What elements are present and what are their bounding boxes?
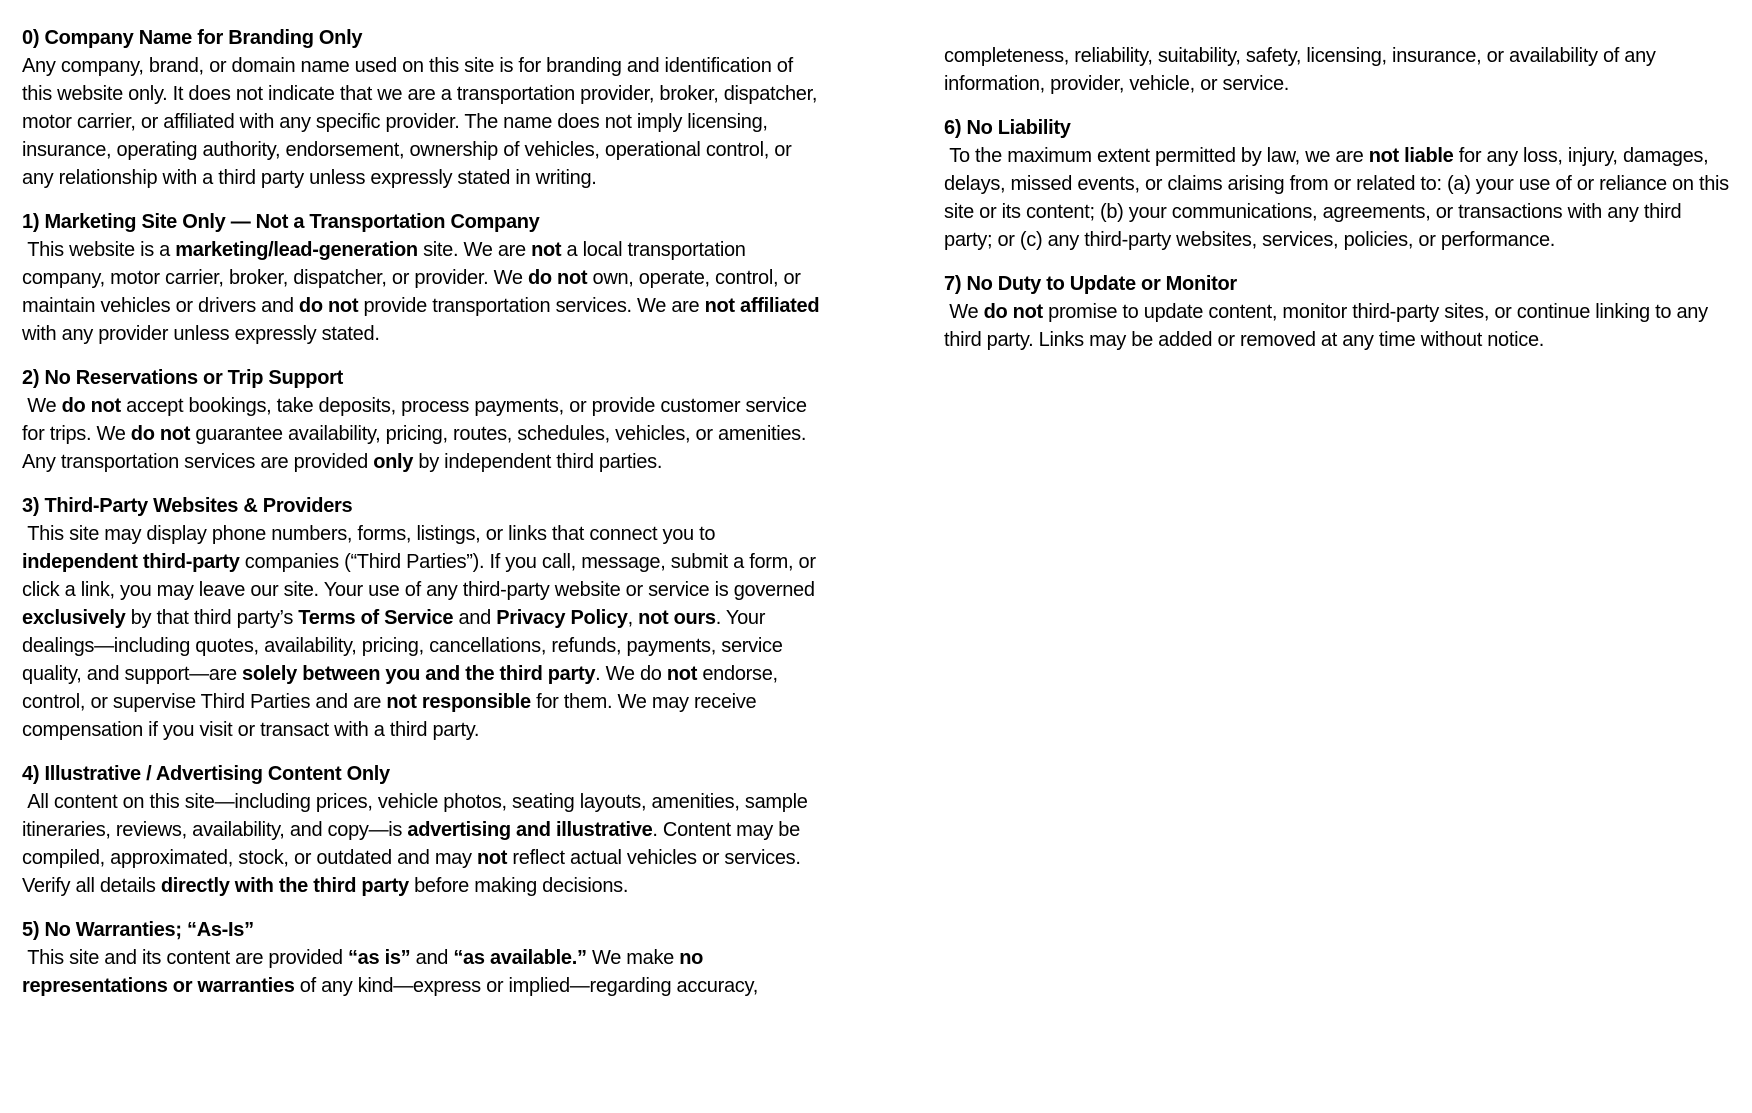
section-5-heading: 5) No Warranties; “As-Is” [22,919,254,941]
bold-text-run: do not [527,267,588,289]
bold-text-run: not [666,663,698,685]
section-0-heading: 0) Company Name for Branding Only [22,27,363,49]
bold-text-run: no representations or warranties [22,947,709,997]
bold-text-run: do not [983,301,1043,323]
section-3 [22,492,828,744]
text-run: completeness, reliability, suitability, safety, licensing, insurance, or availability of any information, provider, vehicle, or service. [944,45,1661,95]
section-6 [944,114,1735,254]
text-run: and [453,607,497,629]
text-run: with any provider unless expressly stated. [22,295,825,345]
text-run: We [22,395,62,417]
section-6-paragraph [944,142,1735,254]
bold-text-run: solely between you and the third party [242,663,596,685]
section-1-heading: 1) Marketing Site Only — Not a Transportation Company [22,211,540,233]
right-column [944,24,1735,1113]
bold-text-run: exclusively [22,607,126,629]
text-run: This site and its content are provided [22,947,348,969]
text-run: . Content may be compiled, approximated, stock, or outdated and may [22,819,806,869]
text-run: accept bookings, take deposits, process payments, or provide customer service for trips. We [22,395,812,445]
bold-text-run: advertising and illustrative [407,819,653,841]
section-0 [22,24,828,192]
text-run: This site may display phone numbers, forms, listings, or links that connect you to [22,523,721,545]
text-run: by that third party’s [125,607,299,629]
bold-text-run: directly with the third party [160,875,409,897]
section-7-paragraph [944,298,1732,354]
text-run: a local transportation company, motor carrier, broker, dispatcher, or provider. We [22,239,751,289]
section-2 [22,364,828,476]
section-7-heading: 7) No Duty to Update or Monitor [944,273,1237,295]
text-run: This website is a [22,239,176,261]
text-run: for them. We may receive compensation if you visit or transact with a third party. [22,691,762,741]
bold-text-run: Terms of Service [298,607,454,629]
left-column [22,24,828,1113]
text-run: and [410,947,454,969]
section-3-paragraph [22,520,828,744]
text-run: All content on this site—including prices, vehicle photos, seating layouts, amenities, sample itineraries, reviews, availability, and copy—is [22,791,813,841]
section-5-continued [944,42,1732,98]
text-run: own, operate, control, or maintain vehicles or drivers and [22,267,806,317]
text-run: for any loss, injury, damages, delays, missed events, or claims arising from or related to: (a) your use of or reliance on this site or its content; (b) your communications, agreements, or transactions with any third party; or (c) any third-party websites, services, policies, or performance. [944,145,1735,251]
bold-text-run: marketing/lead-generation [175,239,418,261]
text-run: , [627,607,639,629]
section-5-continued-paragraph [944,42,1732,98]
bold-text-run: do not [298,295,359,317]
bold-text-run: independent third-party [22,551,240,573]
bold-text-run: not liable [1368,145,1454,167]
bold-text-run: Privacy Policy [496,607,628,629]
text-run: We make [586,947,680,969]
section-2-heading: 2) No Reservations or Trip Support [22,367,343,389]
text-run: . Your dealings—including quotes, availability, pricing, cancellations, refunds, payments, service quality, and support—are [22,607,788,685]
text-run: by independent third parties. [413,451,663,473]
section-6-heading: 6) No Liability [944,117,1071,139]
section-0-paragraph [22,52,828,192]
section-4-paragraph [22,788,828,900]
text-run: promise to update content, monitor third-party sites, or continue linking to any third party. Links may be added or removed at any time without notice. [944,301,1714,351]
text-run: companies (“Third Parties”). If you call, message, submit a form, or click a link, you may leave our site. Your use of any third-party website or service is governed [22,551,821,601]
text-run: of any kind—express or implied—regarding accuracy, [294,975,758,997]
section-1 [22,208,828,348]
text-run: guarantee availability, pricing, routes, schedules, vehicles, or amenities. Any transportation services are provided [22,423,811,473]
section-2-paragraph [22,392,828,476]
bold-text-run: not [531,239,562,261]
section-4 [22,760,828,900]
text-run: Any company, brand, or domain name used on this site is for branding and identification of this website only. It does not indicate that we are a transportation provider, broker, dispatcher, motor carrier, or affiliated with any specific provider. The name does not imply licensing, insurance, operating authority, endorsement, ownership of vehicles, operational control, or any relationship with a third party unless expressly stated in writing. [22,55,823,189]
text-run: site. We are [417,239,532,261]
section-1-paragraph [22,236,828,348]
text-run: reflect actual vehicles or services. Verify all details [22,847,806,897]
section-5 [22,916,828,1000]
bold-text-run: only [373,451,414,473]
text-run: . We do [595,663,667,685]
bold-text-run: do not [61,395,121,417]
bold-text-run: not affiliated [704,295,820,317]
section-7 [944,270,1732,354]
text-run: before making decisions. [408,875,629,897]
bold-text-run: not ours [638,607,716,629]
bold-text-run: do not [130,423,191,445]
section-3-heading: 3) Third-Party Websites & Providers [22,495,353,517]
bold-text-run: not responsible [386,691,531,713]
bold-text-run: “as available.” [453,947,587,969]
section-5-paragraph [22,944,828,1000]
section-4-heading: 4) Illustrative / Advertising Content Only [22,763,390,785]
text-run: provide transportation services. We are [358,295,705,317]
text-run: endorse, control, or supervise Third Parties and are [22,663,784,713]
text-run: To the maximum extent permitted by law, we are [944,145,1369,167]
bold-text-run: “as is” [347,947,411,969]
bold-text-run: not [476,847,508,869]
text-run: We [944,301,984,323]
